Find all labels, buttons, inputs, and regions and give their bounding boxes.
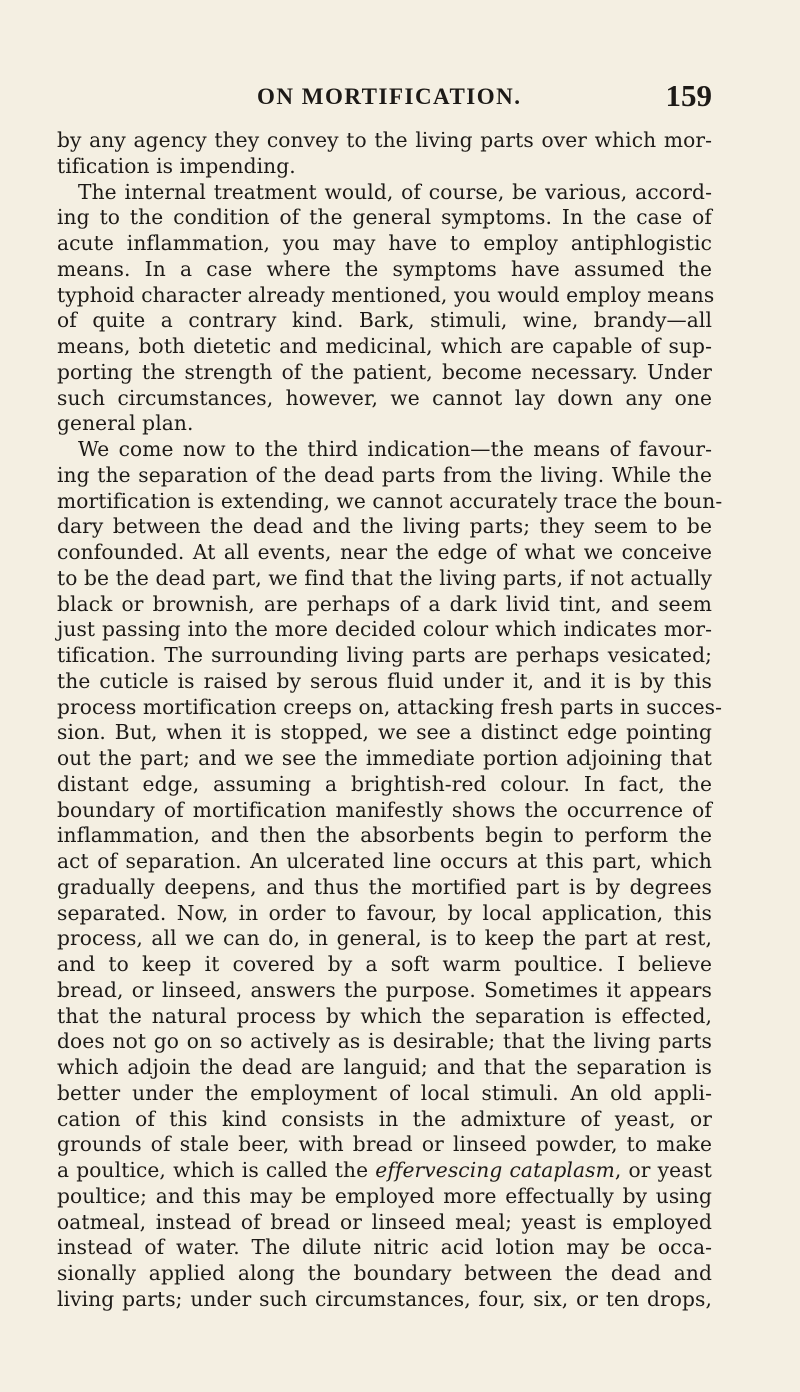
text-line: sion. But, when it is stopped, we see a distinct edge pointing <box>57 720 712 745</box>
text-line: dary between the dead and the living parts; they seem to be <box>57 514 712 539</box>
text-line: sionally applied along the boundary between the dead and <box>57 1261 712 1285</box>
text-line: ing the separation of the dead parts from the living. While the <box>57 462 712 487</box>
text-line: porting the strength of the patient, become necessary. Under <box>57 359 712 384</box>
italic-phrase: effervescing cataplasm <box>375 1158 615 1182</box>
text-line: ing to the condition of the general symptoms. In the case of <box>57 205 712 230</box>
text-line: general plan. <box>57 411 194 436</box>
text-line: bread, or linseed, answers the purpose. Sometimes it appears <box>57 977 712 1002</box>
text-line: better under the employment of local stimuli. An old appli- <box>57 1080 712 1105</box>
body-text <box>57 128 723 1313</box>
text-line <box>57 1158 712 1184</box>
text-line: and to keep it covered by a soft warm poultice. I believe <box>57 952 712 976</box>
text-line: to be the dead part, we find that the living parts, if not actually <box>57 565 712 590</box>
text-line: separated. Now, in order to favour, by local application, this <box>57 900 712 925</box>
text-line: grounds of stale beer, with bread or linseed powder, to make <box>57 1132 712 1157</box>
text-line: process, all we can do, in general, is to keep the part at rest, <box>57 926 712 951</box>
text-line: that the natural process by which the separation is effected, <box>57 1003 712 1028</box>
text-line: does not go on so actively as is desirable; that the living parts <box>57 1029 712 1054</box>
text-line: instead of water. The dilute nitric acid lotion may be occa- <box>57 1235 712 1260</box>
text-line: typhoid character already mentioned, you would employ means <box>57 282 715 307</box>
running-head: ON MORTIFICATION. <box>257 84 522 109</box>
text-line: such circumstances, however, we cannot lay down any one <box>57 385 712 410</box>
text-run: a poultice, which is called the <box>57 1158 376 1182</box>
page-header <box>57 78 712 116</box>
text-line: inflammation, and then the absorbents begin to perform the <box>57 823 712 848</box>
text-line: The internal treatment would, of course, be various, accord- <box>78 179 712 204</box>
text-run: , or yeast <box>614 1158 713 1182</box>
text-line: tification is impending. <box>57 153 296 178</box>
text-line: mortification is extending, we cannot accurately trace the boun- <box>57 488 723 513</box>
text-line: act of separation. An ulcerated line occurs at this part, which <box>57 849 712 873</box>
text-line: means, both dietetic and medicinal, which are capable of sup- <box>57 334 712 358</box>
text-line: process mortification creeps on, attacking fresh parts in succes- <box>57 694 723 719</box>
text-line: which adjoin the dead are languid; and that the separation is <box>57 1055 712 1079</box>
text-line: of quite a contrary kind. Bark, stimuli, wine, brandy—all <box>57 308 712 333</box>
text-line: by any agency they convey to the living parts over which mor- <box>57 128 712 152</box>
text-line: black or brownish, are perhaps of a dark livid tint, and seem <box>57 591 712 616</box>
page-number: 159 <box>665 78 712 113</box>
text-line: We come now to the third indication—the means of favour- <box>78 437 712 461</box>
text-line: boundary of mortification manifestly shows the occurrence of <box>57 797 712 822</box>
text-line: just passing into the more decided colour which indicates mor- <box>57 617 712 642</box>
text-line: oatmeal, instead of bread or linseed meal; yeast is employed <box>57 1209 712 1234</box>
text-line: gradually deepens, and thus the mortified part is by degrees <box>57 874 712 899</box>
text-line: living parts; under such circumstances, four, six, or ten drops, <box>57 1286 712 1311</box>
text-line: means. In a case where the symptoms have assumed the <box>57 256 712 281</box>
text-line: the cuticle is raised by serous fluid under it, and it is by this <box>57 668 712 693</box>
text-line: cation of this kind consists in the admixture of yeast, or <box>57 1106 712 1131</box>
text-line: acute inflammation, you may have to employ antiphlogistic <box>57 231 712 255</box>
text-line: confounded. At all events, near the edge of what we conceive <box>57 540 712 564</box>
text-line: distant edge, assuming a brightish-red colour. In fact, the <box>57 771 712 796</box>
text-line: tification. The surrounding living parts are perhaps vesicated; <box>57 643 712 667</box>
text-line: out the part; and we see the immediate portion adjoining that <box>57 746 712 770</box>
text-line: poultice; and this may be employed more effectually by using <box>57 1183 712 1208</box>
